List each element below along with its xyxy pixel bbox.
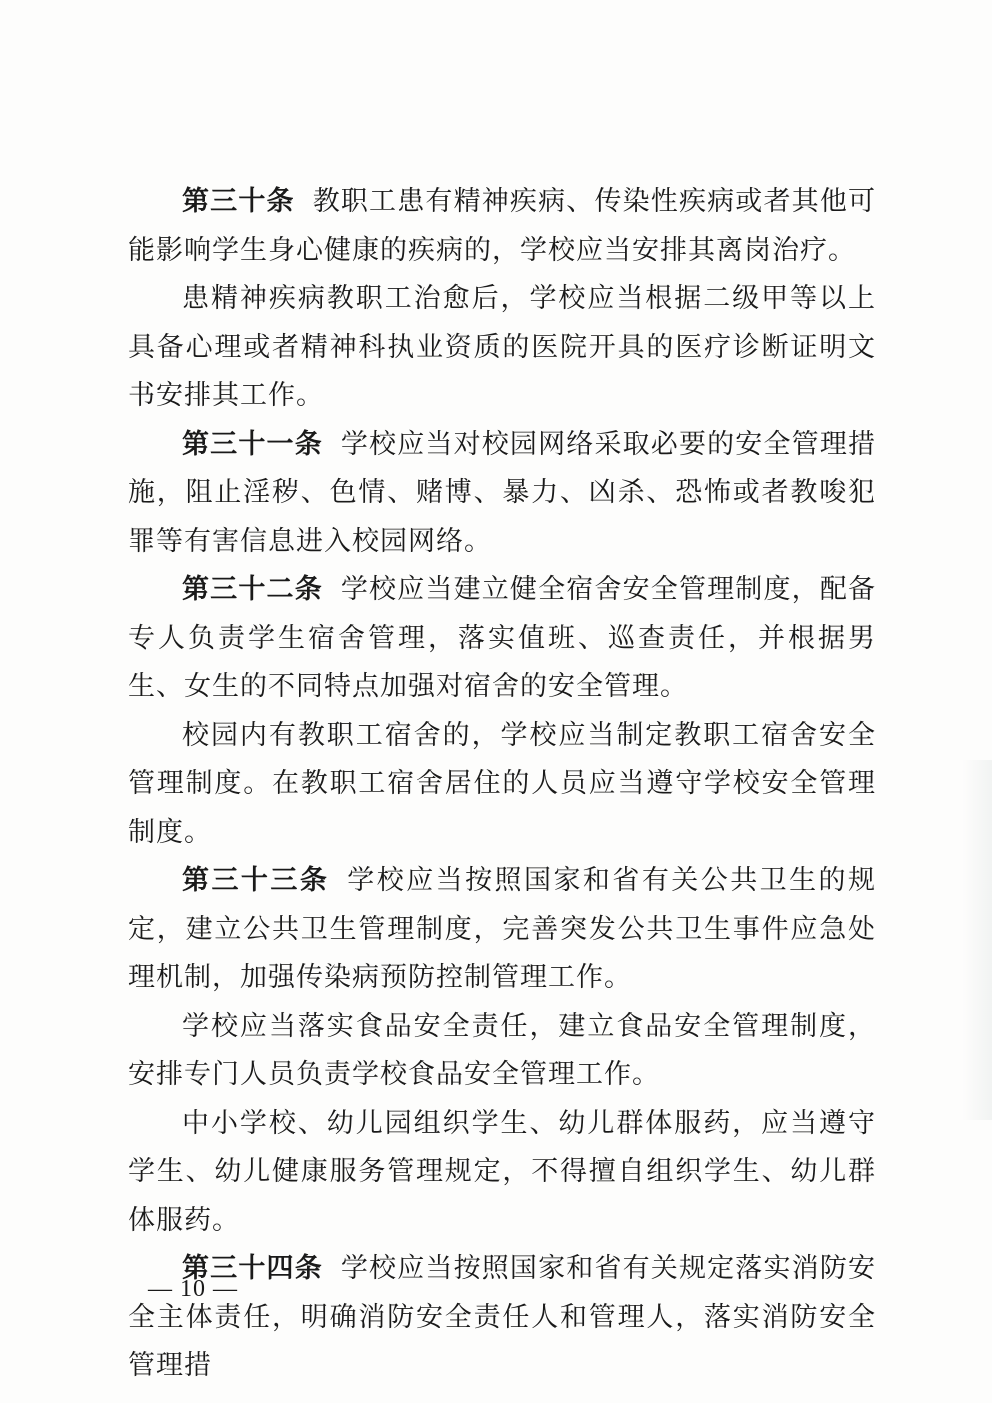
article-heading: 第三十二条 <box>182 574 323 605</box>
paragraph-text: 中小学校、幼儿园组织学生、幼儿群体服药，应当遵守学生、幼儿健康服务管理规定，不得擅自组织学生、幼儿群体服药。 <box>128 1107 876 1236</box>
paragraph-text: 学校应当建立健全宿舍安全管理制度，配备专人负责学生宿舍管理，落实值班、巡查责任，并根据男生、女生的不同特点加强对宿舍的安全管理。 <box>128 574 877 702</box>
article-heading: 第三十一条 <box>182 428 323 460</box>
paragraph-text: 学校应当按照国家和省有关规定落实消防安全主体责任，明确消防安全责任人和管理人，落实消防安全管理措 <box>128 1253 877 1381</box>
paragraph-article-33-2 <box>128 1003 876 1100</box>
page-number: — 10 — <box>148 1276 238 1302</box>
paragraph-article-32 <box>128 566 876 712</box>
paragraph-text: 学校应当对校园网络采取必要的安全管理措施，阻止淫秽、色情、赌博、暴力、凶杀、恐怖或者教唆犯罪等有害信息进入校园网络。 <box>128 428 877 557</box>
paragraph-article-30-2 <box>128 275 876 421</box>
article-heading: 第三十四条 <box>182 1253 323 1284</box>
paragraph-article-32-2 <box>128 712 876 858</box>
article-heading: 第三十三条 <box>182 865 330 896</box>
paragraph-article-34 <box>128 1245 876 1391</box>
paragraph-article-31 <box>128 421 876 567</box>
paragraph-article-30 <box>128 178 876 275</box>
scan-edge-shadow <box>962 760 992 1120</box>
paragraph-text: 校园内有教职工宿舍的，学校应当制定教职工宿舍安全管理制度。在教职工宿舍居住的人员应当遵守学校安全管理制度。 <box>128 719 876 848</box>
paragraph-text: 学校应当按照国家和省有关公共卫生的规定，建立公共卫生管理制度，完善突发公共卫生事件应急处理机制，加强传染病预防控制管理工作。 <box>128 865 877 993</box>
body-text <box>128 178 876 1391</box>
paragraph-text: 教职工患有精神疾病、传染性疾病或者其他可能影响学生身心健康的疾病的，学校应当安排其离岗治疗。 <box>128 186 877 266</box>
paragraph-text: 患精神疾病教职工治愈后，学校应当根据二级甲等以上具备心理或者精神科执业资质的医院开具的医疗诊断证明文书安排其工作。 <box>128 283 876 411</box>
paragraph-text: 学校应当落实食品安全责任，建立食品安全管理制度，安排专门人员负责学校食品安全管理工作。 <box>128 1010 876 1090</box>
paragraph-article-33 <box>128 857 876 1003</box>
paragraph-article-33-3 <box>128 1100 876 1246</box>
article-heading: 第三十条 <box>182 186 295 217</box>
